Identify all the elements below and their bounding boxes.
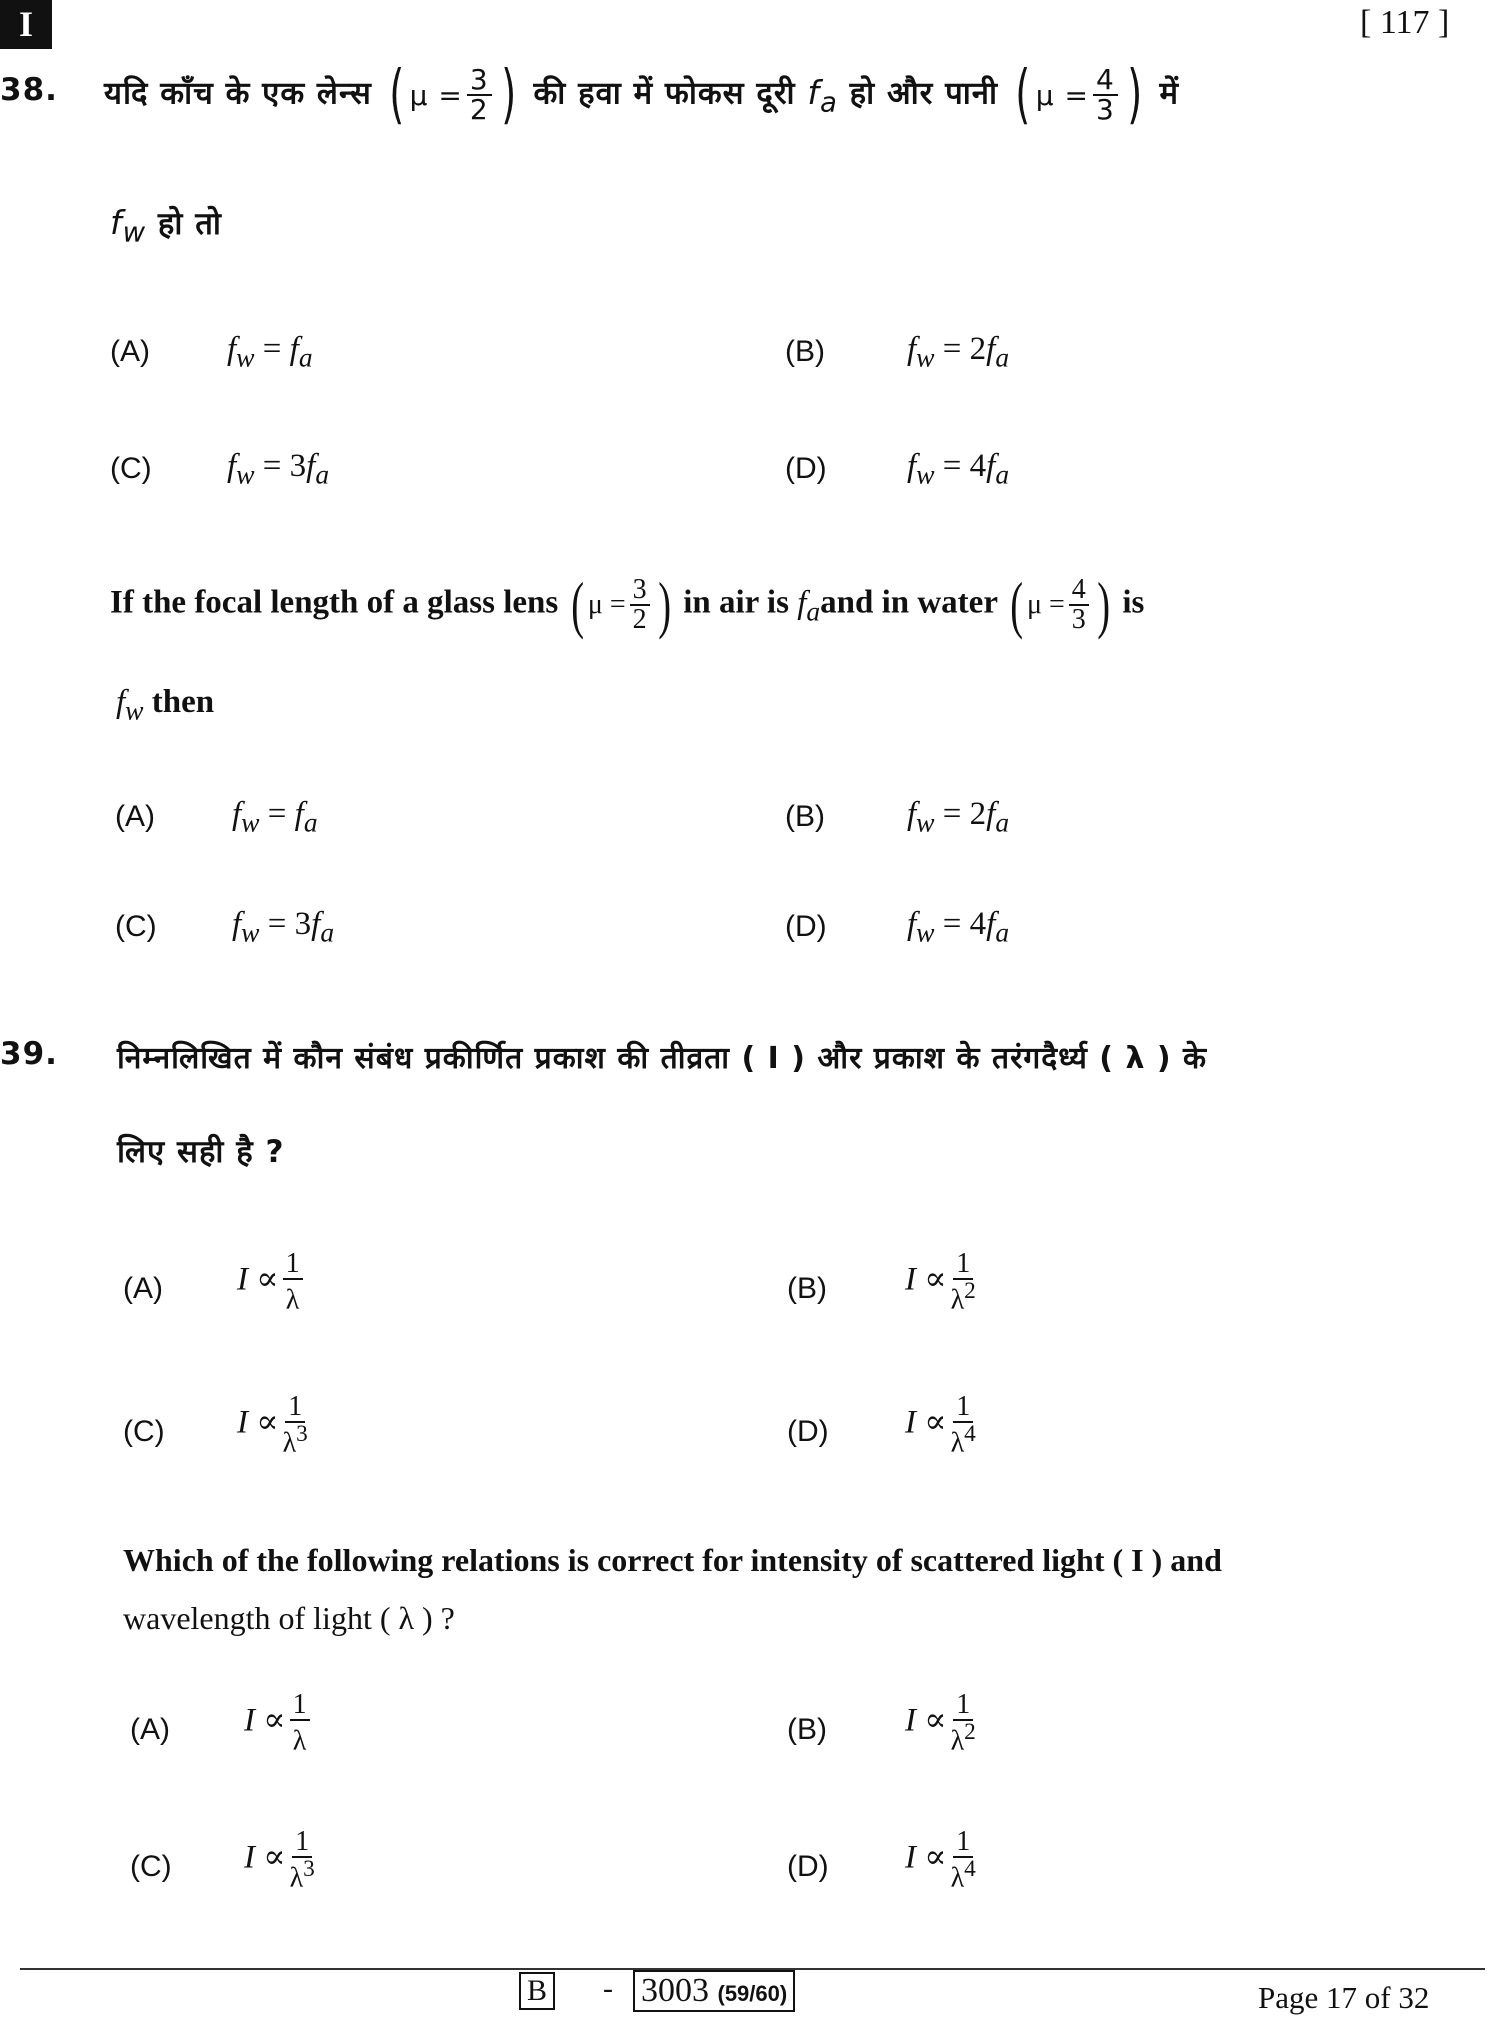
paper-code-box xyxy=(633,1970,795,2012)
option-a[interactable]: (A) I ∝ $\frac{1}{\lambda}$ xyxy=(123,1272,163,1306)
question-38-hindi-line2: $f_w$ हो तो xyxy=(110,203,222,249)
question-39-hindi-line2: लिए सही है ? xyxy=(117,1134,285,1170)
set-mark: I xyxy=(0,0,52,49)
option-a[interactable]: (A) $f_w = f_a$ xyxy=(115,796,318,838)
option-expression: $f_w = 3f_a$ xyxy=(227,448,330,490)
question-38-hindi: यदि काँच के एक लेन्स ( μ = $\frac{3}{2}$ ) की हवा में फोकस दूरी $f_a$ हो और पानी ( μ = $\frac{4}{3}$ ) में xyxy=(104,58,1180,132)
option-expression: $f_w = f_a$ xyxy=(227,331,313,373)
sub-code: (59/60) xyxy=(717,1981,788,2006)
option-c[interactable]: (C) $f_w = 3f_a$ xyxy=(115,906,335,948)
option-a[interactable]: (A) I ∝ $\frac{1}{\lambda}$ xyxy=(130,1713,170,1747)
option-expression: $f_w = 2f_a$ xyxy=(907,331,1010,373)
question-38-english-line2: $f_w$ then xyxy=(116,684,215,726)
option-d[interactable]: (D) I ∝ $\frac{1}{\lambda^4}$ xyxy=(787,1850,829,1884)
footer-dash: - xyxy=(603,1972,613,2005)
question-39-hindi: निम्नलिखित में कौन संबंध प्रकीर्णित प्रकाश की तीव्रता ( I ) और प्रकाश के तरंगदैर्ध्य ( λ ) के xyxy=(117,1041,1208,1076)
option-d[interactable]: (D) $f_w = 4f_a$ xyxy=(785,906,1010,948)
option-expression: I ∝ $\frac{1}{\lambda^2}$ xyxy=(905,1689,976,1757)
option-expression: I ∝ $\frac{1}{\lambda}$ xyxy=(244,1691,314,1755)
option-d[interactable]: (D) $f_w = 4f_a$ xyxy=(785,448,1010,490)
option-expression: I ∝ $\frac{1}{\lambda^3}$ xyxy=(244,1826,315,1894)
series-box: B xyxy=(519,1972,555,2010)
option-expression: $f_w = f_a$ xyxy=(232,796,318,838)
option-c[interactable]: (C) I ∝ $\frac{1}{\lambda^3}$ xyxy=(123,1415,165,1449)
question-39-english-line2: wavelength of light ( λ ) ? xyxy=(123,1600,455,1636)
option-expression: $f_w = 2f_a$ xyxy=(907,796,1010,838)
question-39-english: Which of the following relations is correct for intensity of scattered light ( I ) and xyxy=(123,1542,1222,1578)
option-expression: $f_w = 4f_a$ xyxy=(907,448,1010,490)
option-a[interactable]: (A) $f_w = f_a$ xyxy=(110,331,313,373)
option-b[interactable]: (B) I ∝ $\frac{1}{\lambda^2}$ xyxy=(787,1272,827,1306)
paper-code: 3003 xyxy=(641,1972,709,2009)
option-b[interactable]: (B) $f_w = 2f_a$ xyxy=(785,796,1010,838)
mu-expression: ( μ = $\frac{4}{3}$ ) xyxy=(1014,58,1143,132)
option-d[interactable]: (D) I ∝ $\frac{1}{\lambda^4}$ xyxy=(787,1415,829,1449)
option-expression: I ∝ $\frac{1}{\lambda}$ xyxy=(237,1250,307,1314)
option-expression: I ∝ $\frac{1}{\lambda^4}$ xyxy=(905,1391,976,1459)
page-number: Page 17 of 32 xyxy=(1258,1980,1430,2015)
option-expression: $f_w = 3f_a$ xyxy=(232,906,335,948)
mu-expression: ( μ = $\frac{3}{2}$ ) xyxy=(388,58,517,132)
option-c[interactable]: (C) I ∝ $\frac{1}{\lambda^3}$ xyxy=(130,1850,172,1884)
page-code: [ 117 ] xyxy=(1360,4,1450,41)
option-b[interactable]: (B) I ∝ $\frac{1}{\lambda^2}$ xyxy=(787,1713,827,1747)
question-38-english: If the focal length of a glass lens ( μ = $\frac{3}{2}$ ) in air is $f_aand$ in water ( μ = $\frac{4}{3}$ ) is xyxy=(110,569,1145,640)
option-expression: I ∝ $\frac{1}{\lambda^3}$ xyxy=(237,1391,308,1459)
question-38-number: 38. xyxy=(0,72,58,108)
option-expression: I ∝ $\frac{1}{\lambda^4}$ xyxy=(905,1826,976,1894)
option-b[interactable]: (B) $f_w = 2f_a$ xyxy=(785,331,1010,373)
option-expression: $f_w = 4f_a$ xyxy=(907,906,1010,948)
question-39-number: 39. xyxy=(0,1036,58,1072)
mu-expression: ( μ = $\frac{4}{3}$ ) xyxy=(1009,569,1110,640)
option-c[interactable]: (C) $f_w = 3f_a$ xyxy=(110,448,330,490)
mu-expression: ( μ = $\frac{3}{2}$ ) xyxy=(570,569,671,640)
option-expression: I ∝ $\frac{1}{\lambda^2}$ xyxy=(905,1248,976,1316)
